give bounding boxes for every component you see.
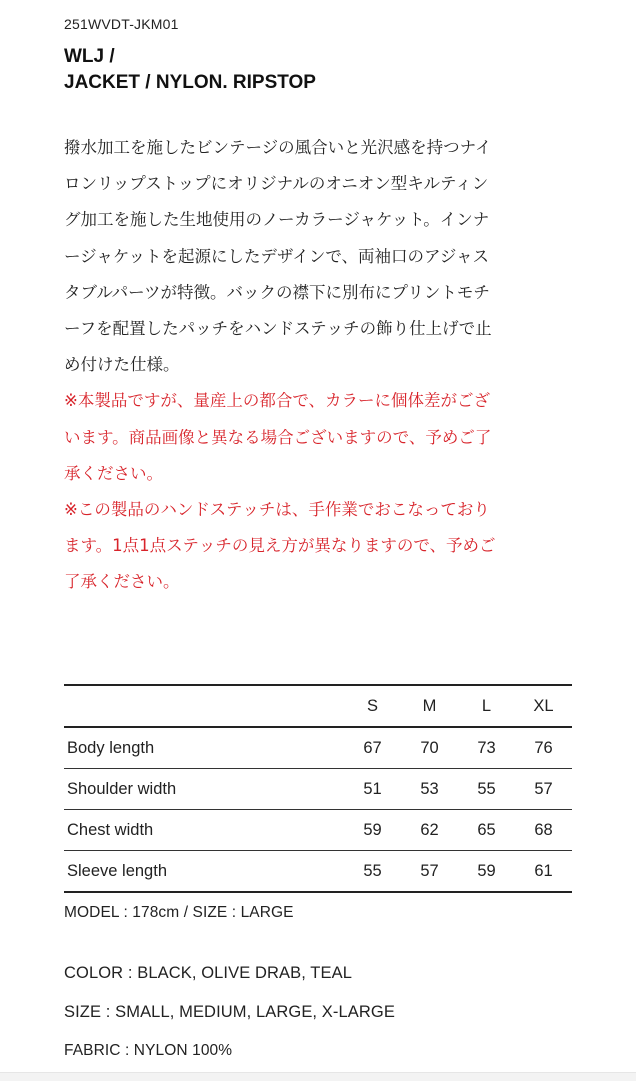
- table-row: [64, 769, 572, 810]
- measurement-value: 55: [477, 779, 496, 798]
- size-column-header: S: [366, 696, 378, 715]
- description-line: ーフを配置したパッチをハンドステッチの飾り仕上げで止: [64, 319, 492, 339]
- caution-note-line: 承ください。: [64, 463, 163, 483]
- description-line: タブルパーツが特徴。バックの襟下に別布にプリントモチ: [64, 282, 490, 302]
- measurement-value: 62: [420, 820, 439, 839]
- product-title-line-1: WLJ /: [64, 46, 115, 67]
- caution-note-line: ※この製品のハンドステッチは、手作業でおこなっており: [64, 500, 490, 520]
- caution-note-line: 了承ください。: [64, 572, 180, 592]
- size-column-header: XL: [533, 696, 554, 715]
- description-line: ージャケットを起源にしたデザインで、両袖口のアジャス: [64, 246, 490, 266]
- product-code: 251WVDT-JKM01: [64, 16, 179, 32]
- measurement-value: 68: [534, 820, 553, 839]
- table-row: [64, 810, 572, 851]
- measurement-value: 55: [363, 861, 382, 880]
- size-chart-corner: [64, 685, 344, 727]
- fabric-info: FABRIC : NYLON 100%: [64, 1042, 233, 1059]
- measurement-value: 59: [477, 861, 496, 880]
- size-chart-header-row: [64, 685, 572, 727]
- product-title-line-2: JACKET / NYLON. RIPSTOP: [64, 72, 316, 93]
- measurement-label: Shoulder width: [67, 779, 177, 798]
- table-row: [64, 851, 572, 893]
- description-line: ロンリップストップにオリジナルのオニオン型キルティン: [64, 174, 489, 194]
- model-info: MODEL : 178cm / SIZE : LARGE: [64, 904, 294, 921]
- product-title: [64, 44, 316, 96]
- measurement-value: 61: [534, 861, 553, 880]
- size-column-header: L: [481, 696, 492, 715]
- caution-note-line: ※本製品ですが、量産上の都合で、カラーに個体差がござ: [64, 391, 490, 411]
- measurement-value: 76: [534, 738, 553, 757]
- measurement-value: 73: [477, 738, 496, 757]
- measurement-value: 67: [363, 738, 382, 757]
- measurement-value: 53: [420, 779, 439, 798]
- measurement-value: 57: [534, 779, 553, 798]
- measurement-value: 51: [363, 779, 382, 798]
- measurement-label: Body length: [67, 738, 155, 757]
- caution-note-line: います。商品画像と異なる場合ございますので、予めご了: [64, 427, 492, 447]
- color-info: COLOR : BLACK, OLIVE DRAB, TEAL: [64, 964, 352, 982]
- product-description: [64, 130, 572, 601]
- description-line: め付けた仕様。: [64, 355, 180, 375]
- size-info: SIZE : SMALL, MEDIUM, LARGE, X-LARGE: [64, 1003, 395, 1021]
- size-column-header: M: [422, 696, 437, 715]
- caution-note-line: ます。1点1点ステッチの見え方が異なりますので、予めご: [64, 536, 496, 556]
- size-chart-table: [64, 684, 572, 893]
- description-line: グ加工を施した生地使用のノーカラージャケット。インナ: [64, 210, 490, 230]
- table-row: [64, 727, 572, 769]
- measurement-value: 70: [420, 738, 439, 757]
- measurement-value: 57: [420, 861, 439, 880]
- measurement-value: 59: [363, 820, 382, 839]
- measurement-label: Sleeve length: [67, 861, 167, 880]
- description-line: 撥水加工を施したビンテージの風合いと光沢感を持つナイ: [64, 138, 492, 157]
- measurement-label: Chest width: [67, 820, 154, 839]
- measurement-value: 65: [477, 820, 496, 839]
